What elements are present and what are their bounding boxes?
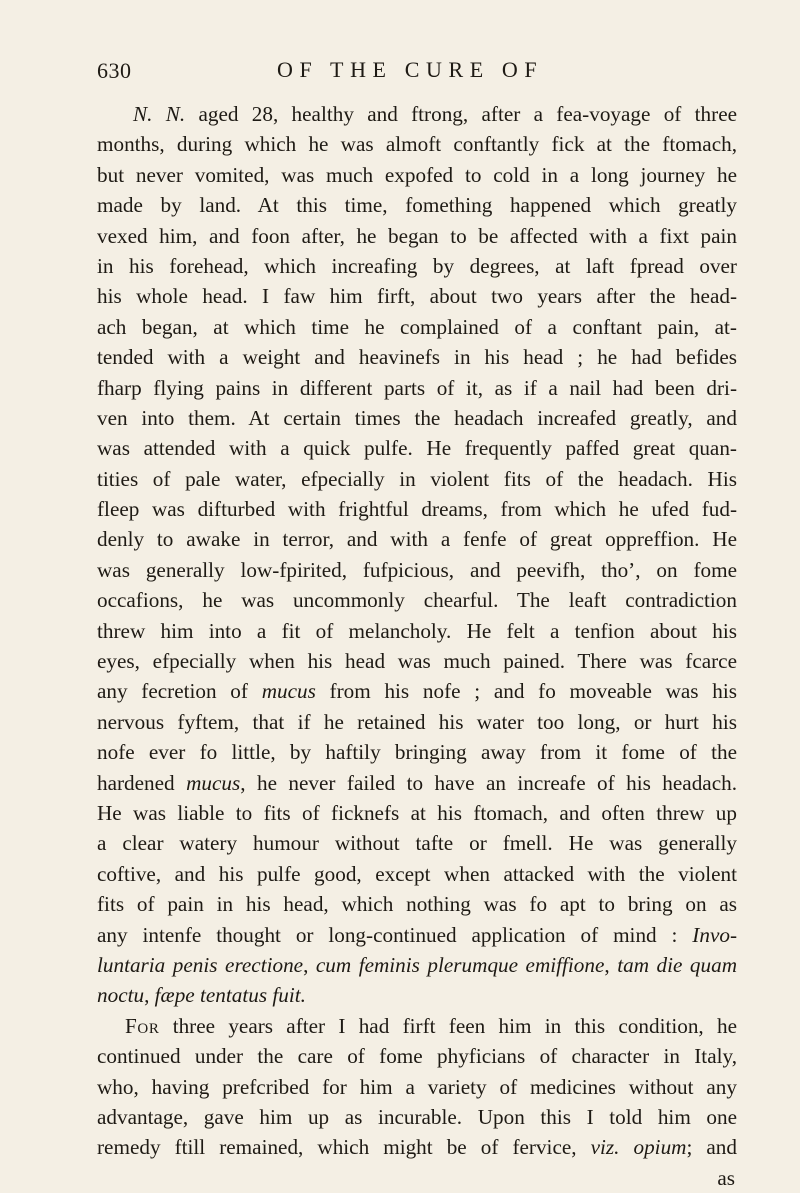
text-segment: hardened: [97, 770, 187, 795]
text-line: [97, 980, 737, 1010]
text-line: [97, 221, 737, 251]
text-segment: tities of pale water, efpecially in violent fits of the headach. His: [97, 466, 737, 491]
text-segment: was generally low-fpirited, fufpicious, and peevifh, tho’, on fome: [97, 557, 737, 582]
text-segment: continued under the care of fome phyficians of character in Italy,: [97, 1044, 737, 1069]
text-segment: in his forehead, which increafing by degrees, at laft fpread over: [97, 253, 737, 278]
text-line: [97, 828, 737, 858]
text-line: [97, 99, 737, 129]
text-line: [97, 1102, 737, 1132]
text-segment: any fecretion of: [97, 679, 262, 704]
text-line: [97, 1011, 737, 1041]
text-segment: vexed him, and foon after, he began to be affected with a fixt pain: [97, 223, 737, 248]
text-segment: ; and: [686, 1135, 737, 1160]
text-segment: occafions, he was uncommonly chearful. The leaft contradiction: [97, 588, 737, 613]
italic-text-segment: viz. opium: [590, 1135, 687, 1160]
italic-text-segment: N. N.: [133, 102, 186, 126]
text-line: [97, 859, 737, 889]
italic-text-segment: mucus: [261, 679, 316, 704]
body-text: [97, 99, 737, 1193]
page-number: 630: [97, 58, 132, 83]
text-segment: fleep was difturbed with frightful dreams, from which he ufed fud-: [97, 497, 737, 522]
text-line: [97, 707, 737, 737]
text-line: [97, 1072, 737, 1102]
text-segment: ,: [604, 952, 618, 977]
text-line: [97, 1132, 737, 1162]
text-segment: was attended with a quick pulfe. He frequently paffed great quan-: [97, 436, 737, 461]
italic-text-segment: Invo-: [692, 922, 737, 947]
text-segment: denly to awake in terror, and with a fenfe of great oppreffion. He: [97, 527, 737, 552]
small-caps-segment: For: [125, 1013, 160, 1038]
text-segment: who, having prefcribed for him a variety of medicines without any: [97, 1074, 737, 1099]
text-line: [97, 676, 737, 706]
text-segment: a clear watery humour without tafte or fmell. He was generally: [97, 831, 737, 856]
text-segment: but never vomited, was much expofed to cold in a long journey he: [97, 162, 737, 187]
text-segment: aged 28, healthy and ftrong, after a fea-voyage of three: [185, 102, 737, 126]
text-line: [97, 403, 737, 433]
text-line: [97, 373, 737, 403]
text-segment: , he never failed to have an increafe of his headach.: [240, 770, 737, 795]
text-segment: tended with a weight and heavinefs in his head ; he had befides: [97, 345, 737, 370]
text-segment: advantage, gave him up as incurable. Upon this I told him one: [97, 1104, 737, 1129]
text-line: [97, 129, 737, 159]
text-line: [97, 1041, 737, 1071]
text-line: [97, 920, 737, 950]
text-segment: months, during which he was almoft conftantly fick at the ftomach,: [97, 132, 737, 157]
text-segment: nofe ever fo little, by haftily bringing away from it fome of the: [97, 740, 737, 765]
text-line: [97, 190, 737, 220]
text-segment: fits of pain in his head, which nothing was fo apt to bring on as: [97, 892, 737, 917]
text-segment: ,: [144, 983, 155, 1008]
text-segment: ven into them. At certain times the headach increafed greatly, and: [97, 405, 737, 430]
text-segment: ,: [303, 952, 316, 977]
running-head-title: OF THE CURE OF: [277, 57, 544, 82]
text-line: [97, 312, 737, 342]
text-line: [97, 342, 737, 372]
text-line: [97, 950, 737, 980]
italic-text-segment: fæpe tentatus fuit.: [154, 983, 306, 1008]
text-segment: threw him into a fit of melancholy. He felt a tenfion about his: [97, 618, 737, 643]
text-segment: three years after I had firft feen him in this condition, he: [159, 1013, 737, 1038]
text-segment: nervous fyftem, that if he retained his water too long, or hurt his: [97, 709, 737, 734]
text-line: [97, 160, 737, 190]
text-line: [97, 1163, 737, 1193]
text-line: [97, 524, 737, 554]
text-segment: eyes, efpecially when his head was much pained. There was fcarce: [97, 649, 737, 674]
text-segment: as: [717, 1165, 735, 1190]
text-line: [97, 464, 737, 494]
italic-text-segment: tam die quam: [617, 952, 737, 977]
text-segment: ach began, at which time he complained of a conftant pain, at-: [97, 314, 737, 339]
text-line: [97, 737, 737, 767]
italic-text-segment: noctu: [97, 983, 145, 1008]
text-line: [97, 494, 737, 524]
text-segment: fharp flying pains in different parts of it, as if a nail had been dri-: [97, 375, 737, 400]
italic-text-segment: cum feminis plerumque emiffione: [315, 952, 605, 977]
text-line: [97, 646, 737, 676]
text-line: [97, 281, 737, 311]
text-line: [97, 768, 737, 798]
text-line: [97, 798, 737, 828]
text-line: [97, 433, 737, 463]
italic-text-segment: luntaria penis erectione: [97, 952, 304, 977]
text-segment: He was liable to fits of ficknefs at his ftomach, and often threw up: [97, 800, 737, 825]
text-line: [97, 889, 737, 919]
text-segment: his whole head. I faw him firft, about two years after the head-: [97, 284, 737, 309]
italic-text-segment: mucus: [186, 770, 241, 795]
text-segment: from his nofe ; and fo moveable was his: [315, 679, 737, 704]
text-line: [97, 616, 737, 646]
text-segment: made by land. At this time, fomething happened which greatly: [97, 193, 737, 218]
text-segment: coftive, and his pulfe good, except when attacked with the violent: [97, 861, 737, 886]
text-segment: remedy ftill remained, which might be of fervice,: [97, 1135, 591, 1160]
text-line: [97, 555, 737, 585]
text-segment: any intenfe thought or long-continued application of mind :: [97, 922, 693, 947]
running-head: [97, 58, 717, 92]
text-line: [97, 251, 737, 281]
text-line: [97, 585, 737, 615]
